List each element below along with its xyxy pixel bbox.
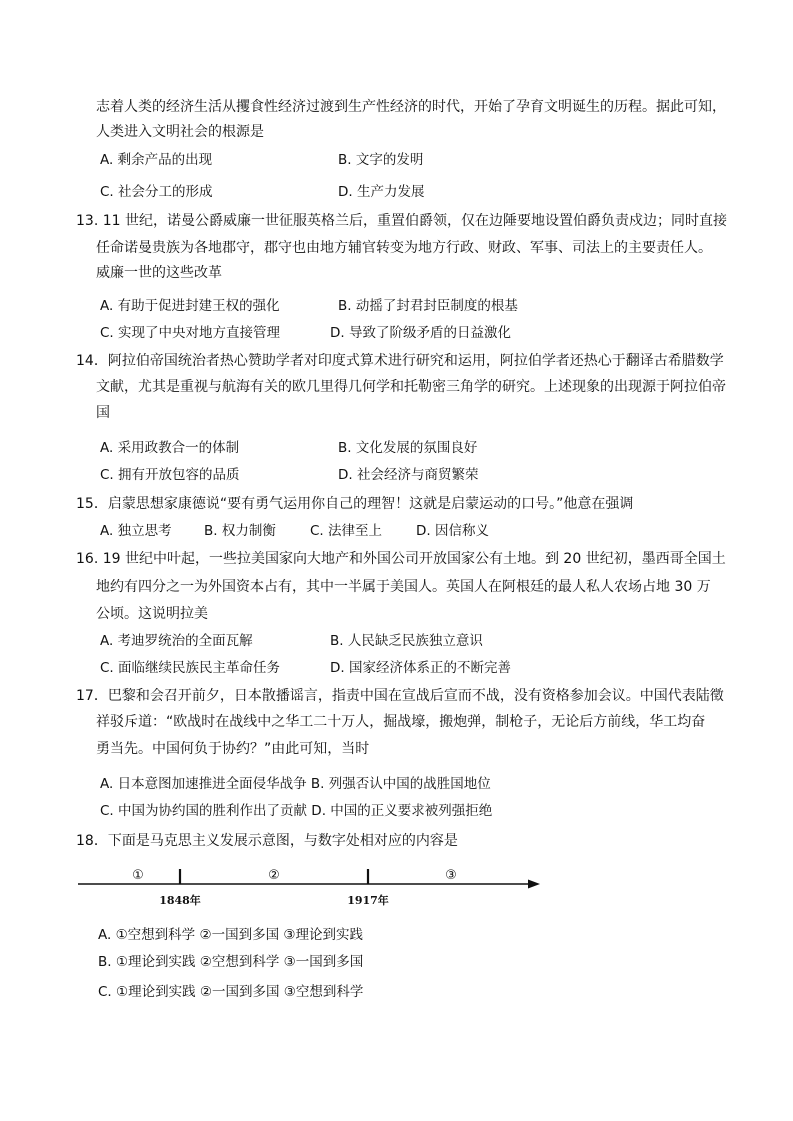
q12-option-c: C. 社会分工的形成 (100, 184, 213, 200)
q12-option-b: B. 文字的发明 (338, 152, 424, 168)
timeline-arrowhead (528, 880, 540, 889)
q12-stem-line1: 志着人类的经济生活从攫食性经济过渡到生产性经济的时代，开始了孕育文明诞生的历程。据此可知， (96, 99, 726, 115)
q14-stem-line2: 文献，尤其是重视与航海有关的欧几里得几何学和托勒密三角学的研究。上述现象的出现源于阿拉伯帝 (96, 379, 726, 395)
q14-option-b: B. 文化发展的氛围良好 (338, 440, 478, 456)
q17-stem-line3: 勇当先。中国何负于协约？”由此可知，当时 (96, 741, 370, 757)
timeline-mark-2: ② (268, 868, 280, 883)
q14-option-a: A. 采用政教合一的体制 (100, 440, 240, 456)
q16-option-c: C. 面临继续民族民主革命任务 (100, 660, 281, 676)
q18-option-c: C. ①理论到实践 ②一国到多国 ③空想到科学 (98, 984, 364, 1000)
q15-option-c: C. 法律至上 (310, 523, 383, 539)
q17-stem-line1: 17．巴黎和会召开前夕，日本散播谣言，指责中国在宣战后宣而不战，没有资格参加会议。中国代表陆徵 (76, 688, 724, 704)
q12-stem-line2: 人类进入文明社会的根源是 (96, 124, 264, 140)
q17-stem-line2: 祥驳斥道：“欧战时在战线中之华工二十万人，掘战壕，搬炮弹，制枪子，无论后方前线，华工均奋 (96, 714, 706, 730)
q18-stem-line1: 18．下面是马克思主义发展示意图，与数字处相对应的内容是 (76, 833, 458, 849)
q14-option-d: D. 社会经济与商贸繁荣 (338, 467, 479, 483)
q13-stem-line3: 威廉一世的这些改革 (96, 265, 222, 281)
q13-stem-line2: 任命诺曼贵族为各地郡守，郡守也由地方辅官转变为地方行政、财政、军事、司法上的主要责任人。 (96, 240, 712, 256)
q17-options-ab: A. 日本意图加速推进全面侵华战争 B. 列强否认中国的战胜国地位 (100, 776, 491, 792)
q14-stem-line3: 国 (96, 405, 110, 421)
q14-stem-line1: 14．阿拉伯帝国统治者热心赞助学者对印度式算术进行研究和运用，阿拉伯学者还热心于翻译古希腊数学 (76, 353, 724, 369)
timeline-year-1917: 1917年 (347, 894, 389, 907)
q16-stem-line2: 地约有四分之一为外国资本占有，其中一半属于美国人。英国人在阿根廷的最人私人农场占地 30 万 (96, 579, 711, 595)
timeline-mark-1: ① (132, 868, 144, 883)
q13-option-b: B. 动摇了封君封臣制度的根基 (338, 298, 518, 314)
q15-option-a: A. 独立思考 (100, 523, 172, 539)
timeline-mark-3: ③ (445, 868, 457, 883)
timeline-year-1848: 1848年 (159, 894, 201, 907)
q16-stem-line3: 公顷。这说明拉美 (96, 606, 208, 622)
q16-option-b: B. 人民缺乏民族独立意识 (330, 633, 483, 649)
q15-stem-line1: 15．启蒙思想家康德说“要有勇气运用你自己的理智！这就是启蒙运动的口号。”他意在强调 (76, 496, 634, 512)
q18-option-b: B. ①理论到实践 ②空想到科学 ③一国到多国 (98, 954, 364, 970)
q15-option-b: B. 权力制衡 (204, 523, 276, 539)
q12-option-d: D. 生产力发展 (338, 184, 425, 200)
q13-stem-line1: 13. 11 世纪，诺曼公爵威廉一世征服英格兰后，重置伯爵领，仅在边陲要地设置伯爵负责戍边；同时直接 (76, 213, 727, 229)
marxism-timeline-diagram (0, 860, 793, 910)
q13-option-a: A. 有助于促进封建王权的强化 (100, 298, 280, 314)
q14-option-c: C. 拥有开放包容的品质 (100, 467, 240, 483)
q17-options-cd: C. 中国为协约国的胜利作出了贡献 D. 中国的正义要求被列强拒绝 (100, 803, 493, 819)
q13-option-d: D. 导致了阶级矛盾的日益激化 (330, 325, 511, 341)
q16-option-a: A. 考迪罗统治的全面瓦解 (100, 633, 253, 649)
q16-stem-line1: 16. 19 世纪中叶起，一些拉美国家向大地产和外国公司开放国家公有土地。到 20 世纪初，墨西哥全国土 (76, 551, 726, 567)
q18-option-a: A. ①空想到科学 ②一国到多国 ③理论到实践 (98, 927, 363, 943)
q13-option-c: C. 实现了中央对地方直接管理 (100, 325, 281, 341)
q15-option-d: D. 因信称义 (416, 523, 489, 539)
q16-option-d: D. 国家经济体系正的不断完善 (330, 660, 511, 676)
q12-option-a: A. 剩余产品的出现 (100, 152, 213, 168)
